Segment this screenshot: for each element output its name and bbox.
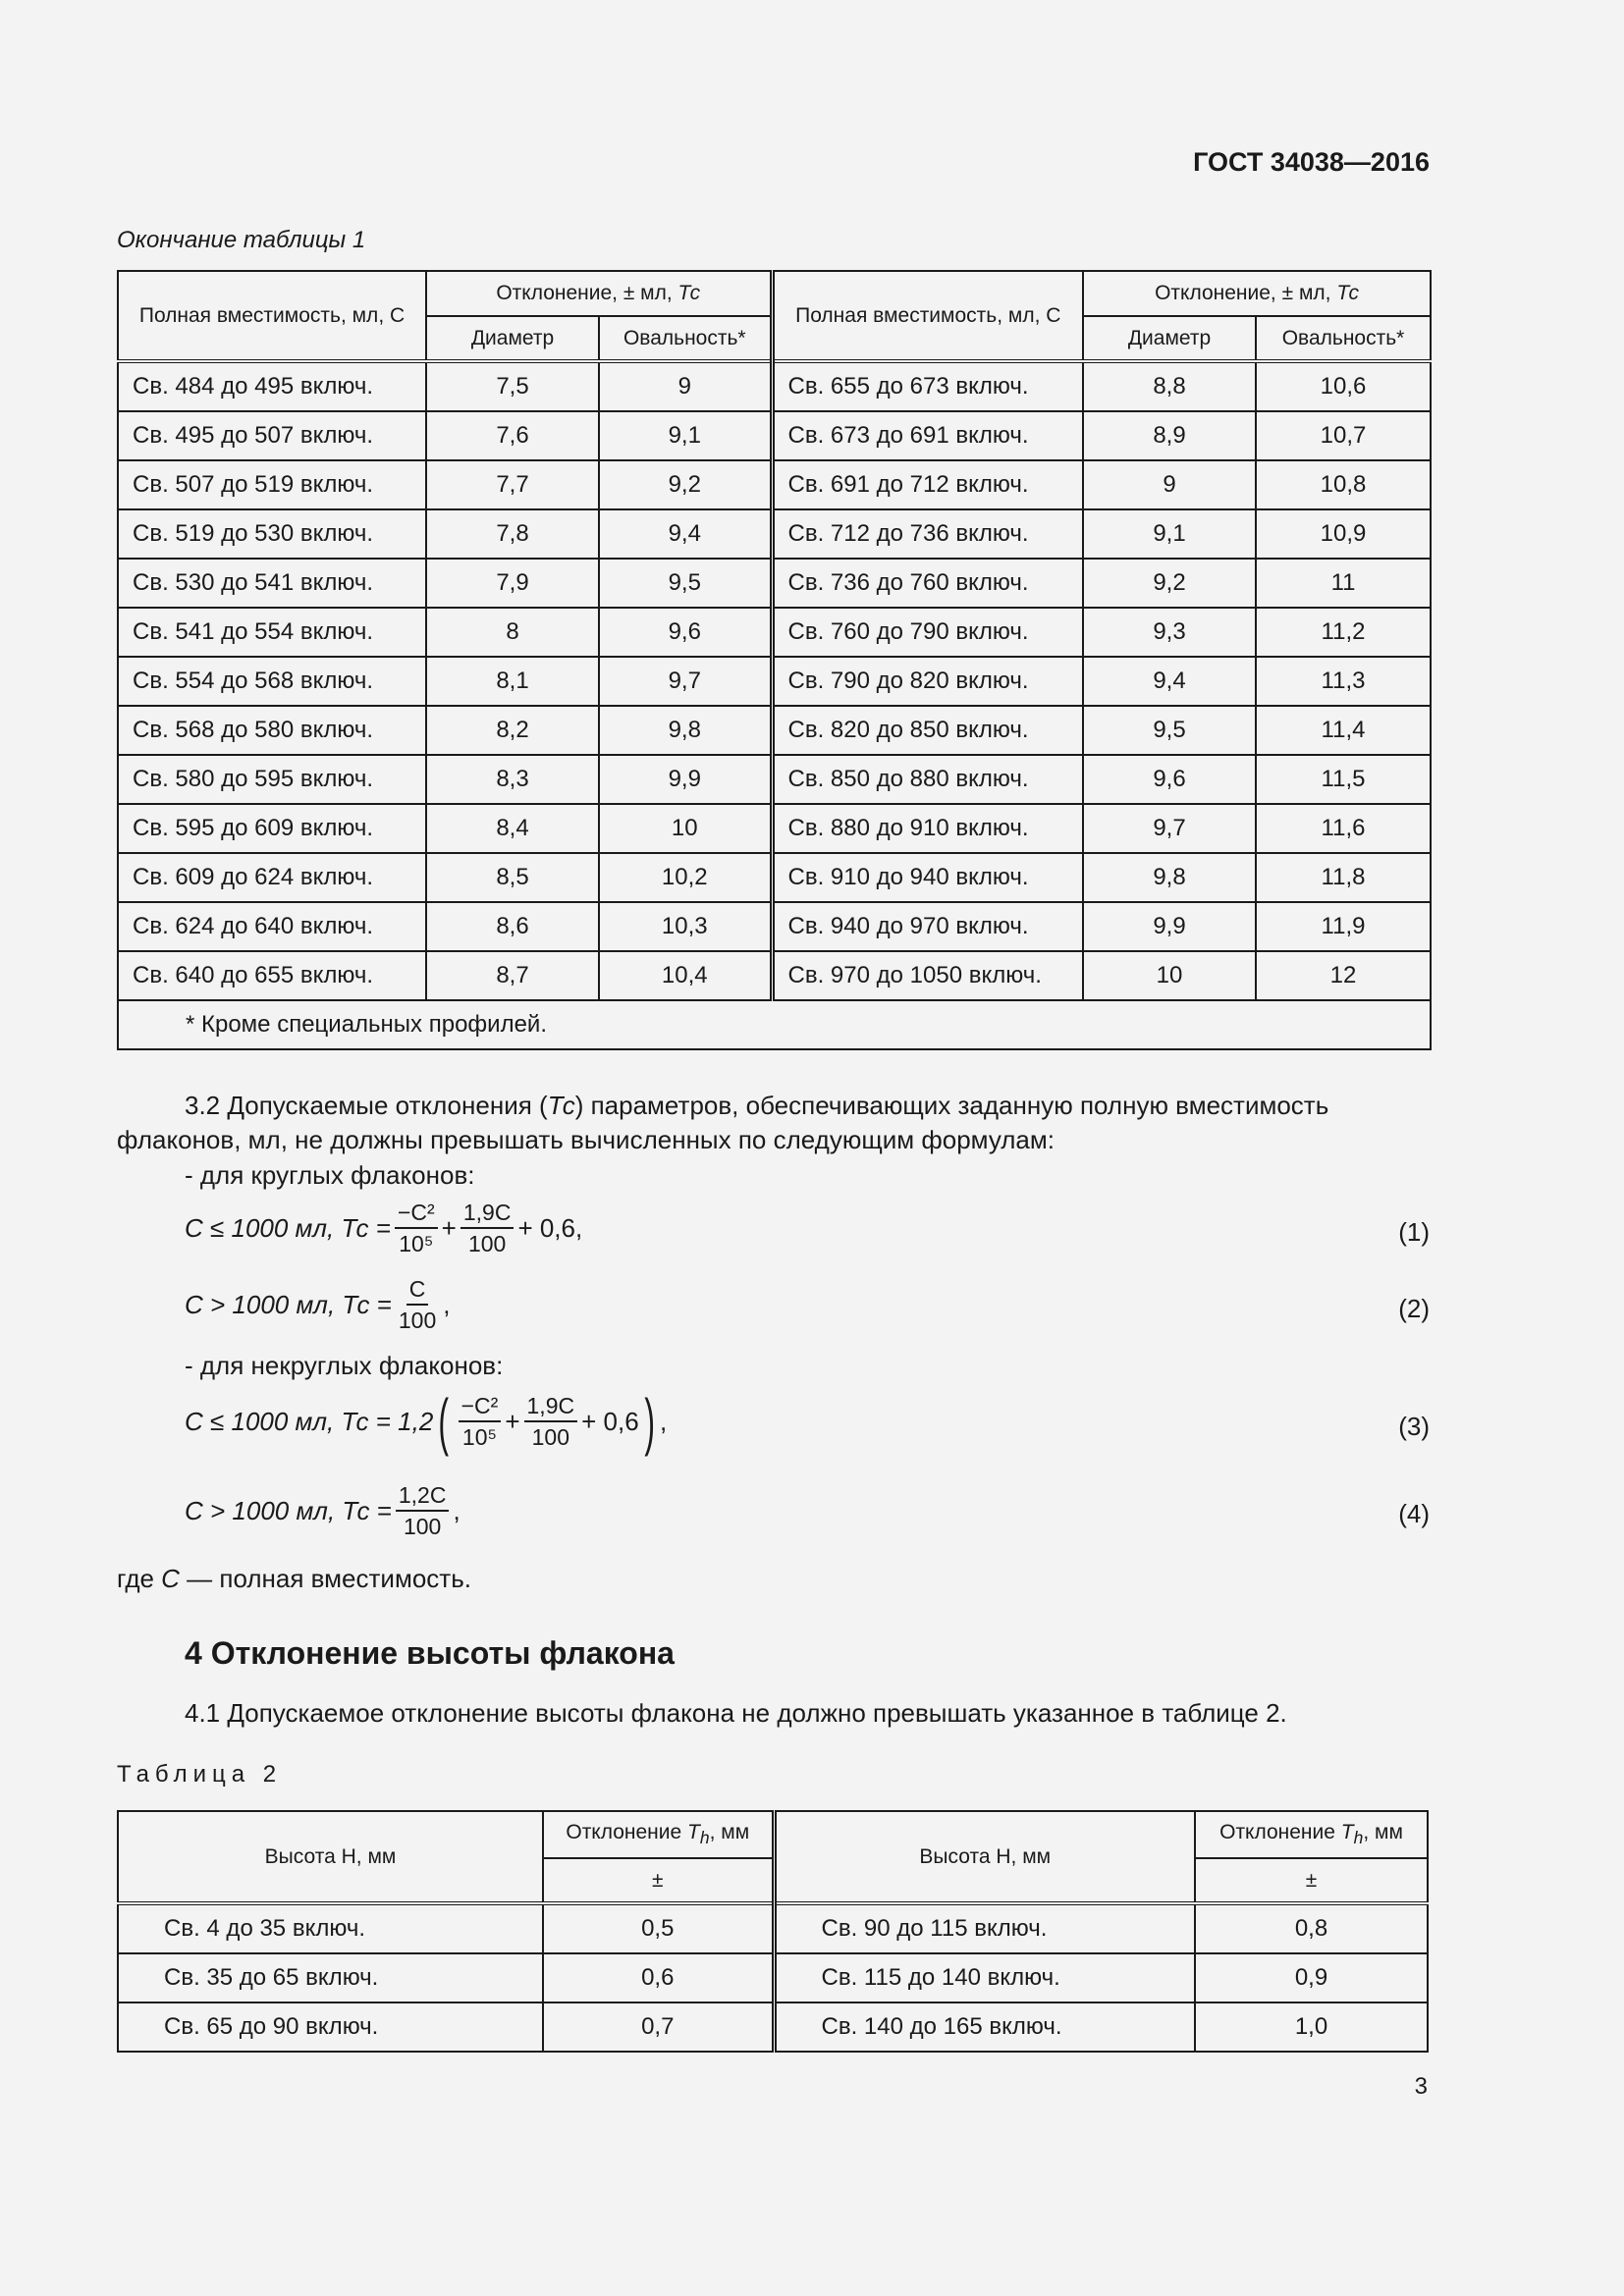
capacity-range-cell: Св. 507 до 519 включ. (118, 460, 426, 509)
diameter-cell: 9,3 (1083, 608, 1256, 657)
diameter-cell: 9,4 (1083, 657, 1256, 706)
header-height: Высота Н, мм (774, 1811, 1195, 1903)
header-capacity: Полная вместимость, мл, С (772, 271, 1083, 361)
formula-3: С ≤ 1000 мл, Тс = 1,2 ( $\frac{\text{−С²}}{\text{10⁵}}$ + $\frac{1,9С}{100}$ + 0,6 ) , (185, 1386, 668, 1457)
diameter-cell: 8,5 (426, 853, 599, 902)
height-range-cell: Св. 115 до 140 включ. (774, 1953, 1195, 2002)
ovality-cell: 11,4 (1256, 706, 1431, 755)
diameter-cell: 9,9 (1083, 902, 1256, 951)
table1 (117, 270, 1432, 1050)
capacity-range-cell: Св. 495 до 507 включ. (118, 411, 426, 460)
ovality-cell: 10,7 (1256, 411, 1431, 460)
diameter-cell: 9,8 (1083, 853, 1256, 902)
paragraph-4-1: 4.1 Допускаемое отклонение высоты флакона не должно превышать указанное в таблице 2. (185, 1698, 1287, 1728)
capacity-range-cell: Св. 673 до 691 включ. (772, 411, 1083, 460)
height-range-cell: Св. 65 до 90 включ. (118, 2002, 543, 2052)
ovality-cell: 11,3 (1256, 657, 1431, 706)
ovality-cell: 10,8 (1256, 460, 1431, 509)
ovality-cell: 11,8 (1256, 853, 1431, 902)
capacity-range-cell: Св. 484 до 495 включ. (118, 361, 426, 411)
table-footnote: * Кроме специальных профилей. (118, 1000, 1431, 1049)
table-row (118, 706, 1431, 755)
header-deviation: Отклонение, ± мл, Тс (426, 271, 772, 316)
page-number: 3 (1414, 2073, 1428, 2100)
diameter-cell: 8,3 (426, 755, 599, 804)
header-diameter: Диаметр (426, 316, 599, 361)
table-row (118, 853, 1431, 902)
diameter-cell: 7,5 (426, 361, 599, 411)
capacity-range-cell: Св. 580 до 595 включ. (118, 755, 426, 804)
diameter-cell: 7,7 (426, 460, 599, 509)
capacity-range-cell: Св. 910 до 940 включ. (772, 853, 1083, 902)
capacity-range-cell: Св. 850 до 880 включ. (772, 755, 1083, 804)
ovality-cell: 9,9 (599, 755, 772, 804)
height-range-cell: Св. 140 до 165 включ. (774, 2002, 1195, 2052)
ovality-cell: 9,2 (599, 460, 772, 509)
nonround-flacons-label: - для некруглых флаконов: (185, 1351, 504, 1380)
diameter-cell: 8,4 (426, 804, 599, 853)
ovality-cell: 10,4 (599, 951, 772, 1000)
formula-1-number: (1) (1398, 1217, 1430, 1247)
ovality-cell: 9,5 (599, 559, 772, 608)
table-footnote-row (118, 1000, 1431, 1049)
ovality-cell: 10,3 (599, 902, 772, 951)
deviation-cell: 0,9 (1195, 1953, 1428, 2002)
table2-caption: Таблица 2 (117, 1761, 283, 1788)
capacity-range-cell: Св. 640 до 655 включ. (118, 951, 426, 1000)
ovality-cell: 9,7 (599, 657, 772, 706)
capacity-range-cell: Св. 655 до 673 включ. (772, 361, 1083, 411)
capacity-range-cell: Св. 595 до 609 включ. (118, 804, 426, 853)
diameter-cell: 9,7 (1083, 804, 1256, 853)
table-row (118, 608, 1431, 657)
formula-1: С ≤ 1000 мл, Тс = $\frac{\text{−С²}}{\text{10⁵}}$ + $\frac{1,9С}{100}$ + 0,6, (185, 1200, 583, 1256)
table-row (118, 559, 1431, 608)
table-row (118, 361, 1431, 411)
header-ovality: Овальность* (1256, 316, 1431, 361)
capacity-range-cell: Св. 760 до 790 включ. (772, 608, 1083, 657)
capacity-range-cell: Св. 970 до 1050 включ. (772, 951, 1083, 1000)
document-id: ГОСТ 34038—2016 (1193, 147, 1430, 177)
formula-2-number: (2) (1398, 1294, 1430, 1323)
diameter-cell: 7,6 (426, 411, 599, 460)
capacity-range-cell: Св. 712 до 736 включ. (772, 509, 1083, 559)
table-row (118, 460, 1431, 509)
formula-4-number: (4) (1398, 1499, 1430, 1528)
capacity-range-cell: Св. 880 до 910 включ. (772, 804, 1083, 853)
capacity-range-cell: Св. 820 до 850 включ. (772, 706, 1083, 755)
deviation-cell: 0,7 (543, 2002, 774, 2052)
table2 (117, 1810, 1429, 2053)
table-row (118, 755, 1431, 804)
table-row (118, 804, 1431, 853)
header-plus-minus: ± (1195, 1858, 1428, 1903)
capacity-range-cell: Св. 609 до 624 включ. (118, 853, 426, 902)
ovality-cell: 10 (599, 804, 772, 853)
height-range-cell: Св. 4 до 35 включ. (118, 1903, 543, 1953)
formula-4: С > 1000 мл, Тс = $\frac{1,2С}{100}$ , (185, 1482, 460, 1539)
ovality-cell: 10,6 (1256, 361, 1431, 411)
section-4-heading: 4 Отклонение высоты флакона (185, 1635, 675, 1671)
table-row (118, 509, 1431, 559)
diameter-cell: 8,1 (426, 657, 599, 706)
table-row (118, 951, 1431, 1000)
diameter-cell: 9,1 (1083, 509, 1256, 559)
table-row (118, 1903, 1428, 1953)
ovality-cell: 9,8 (599, 706, 772, 755)
ovality-cell: 12 (1256, 951, 1431, 1000)
deviation-cell: 0,8 (1195, 1903, 1428, 1953)
header-capacity: Полная вместимость, мл, С (118, 271, 426, 361)
where-clause: где С — полная вместимость. (117, 1564, 471, 1593)
deviation-cell: 1,0 (1195, 2002, 1428, 2052)
capacity-range-cell: Св. 790 до 820 включ. (772, 657, 1083, 706)
ovality-cell: 10,2 (599, 853, 772, 902)
ovality-cell: 9,6 (599, 608, 772, 657)
capacity-range-cell: Св. 519 до 530 включ. (118, 509, 426, 559)
capacity-range-cell: Св. 624 до 640 включ. (118, 902, 426, 951)
table-row (118, 411, 1431, 460)
diameter-cell: 8,8 (1083, 361, 1256, 411)
diameter-cell: 7,8 (426, 509, 599, 559)
ovality-cell: 9 (599, 361, 772, 411)
diameter-cell: 8,7 (426, 951, 599, 1000)
capacity-range-cell: Св. 736 до 760 включ. (772, 559, 1083, 608)
ovality-cell: 10,9 (1256, 509, 1431, 559)
diameter-cell: 8,9 (1083, 411, 1256, 460)
ovality-cell: 9,4 (599, 509, 772, 559)
header-height-deviation: Отклонение $Т_h$, мм (1195, 1811, 1428, 1858)
ovality-cell: 11 (1256, 559, 1431, 608)
deviation-cell: 0,5 (543, 1903, 774, 1953)
capacity-range-cell: Св. 568 до 580 включ. (118, 706, 426, 755)
capacity-range-cell: Св. 541 до 554 включ. (118, 608, 426, 657)
diameter-cell: 9,2 (1083, 559, 1256, 608)
header-plus-minus: ± (543, 1858, 774, 1903)
table1-caption: Окончание таблицы 1 (117, 227, 366, 253)
diameter-cell: 10 (1083, 951, 1256, 1000)
table-row (118, 902, 1431, 951)
table-row (118, 2002, 1428, 2052)
header-ovality: Овальность* (599, 316, 772, 361)
diameter-cell: 9 (1083, 460, 1256, 509)
diameter-cell: 8,2 (426, 706, 599, 755)
diameter-cell: 7,9 (426, 559, 599, 608)
ovality-cell: 9,1 (599, 411, 772, 460)
table-row (118, 657, 1431, 706)
diameter-cell: 9,6 (1083, 755, 1256, 804)
diameter-cell: 9,5 (1083, 706, 1256, 755)
ovality-cell: 11,5 (1256, 755, 1431, 804)
header-height: Высота Н, мм (118, 1811, 543, 1903)
ovality-cell: 11,2 (1256, 608, 1431, 657)
header-deviation: Отклонение, ± мл, Тс (1083, 271, 1431, 316)
capacity-range-cell: Св. 554 до 568 включ. (118, 657, 426, 706)
header-height-deviation: Отклонение $Т_h$, мм (543, 1811, 774, 1858)
diameter-cell: 8 (426, 608, 599, 657)
capacity-range-cell: Св. 530 до 541 включ. (118, 559, 426, 608)
ovality-cell: 11,6 (1256, 804, 1431, 853)
deviation-cell: 0,6 (543, 1953, 774, 2002)
header-diameter: Диаметр (1083, 316, 1256, 361)
ovality-cell: 11,9 (1256, 902, 1431, 951)
capacity-range-cell: Св. 940 до 970 включ. (772, 902, 1083, 951)
height-range-cell: Св. 35 до 65 включ. (118, 1953, 543, 2002)
height-range-cell: Св. 90 до 115 включ. (774, 1903, 1195, 1953)
round-flacons-label: - для круглых флаконов: (185, 1160, 475, 1190)
paragraph-3-2: 3.2 Допускаемые отклонения (Тс) параметров, обеспечивающих заданную полную вместимость флаконов, мл, не должны превышать вычисленных по следующим формулам: (117, 1091, 1329, 1154)
table-row (118, 1953, 1428, 2002)
formula-2: С > 1000 мл, Тс = $\frac{С}{100}$ , (185, 1276, 451, 1333)
formula-3-number: (3) (1398, 1412, 1430, 1441)
diameter-cell: 8,6 (426, 902, 599, 951)
capacity-range-cell: Св. 691 до 712 включ. (772, 460, 1083, 509)
